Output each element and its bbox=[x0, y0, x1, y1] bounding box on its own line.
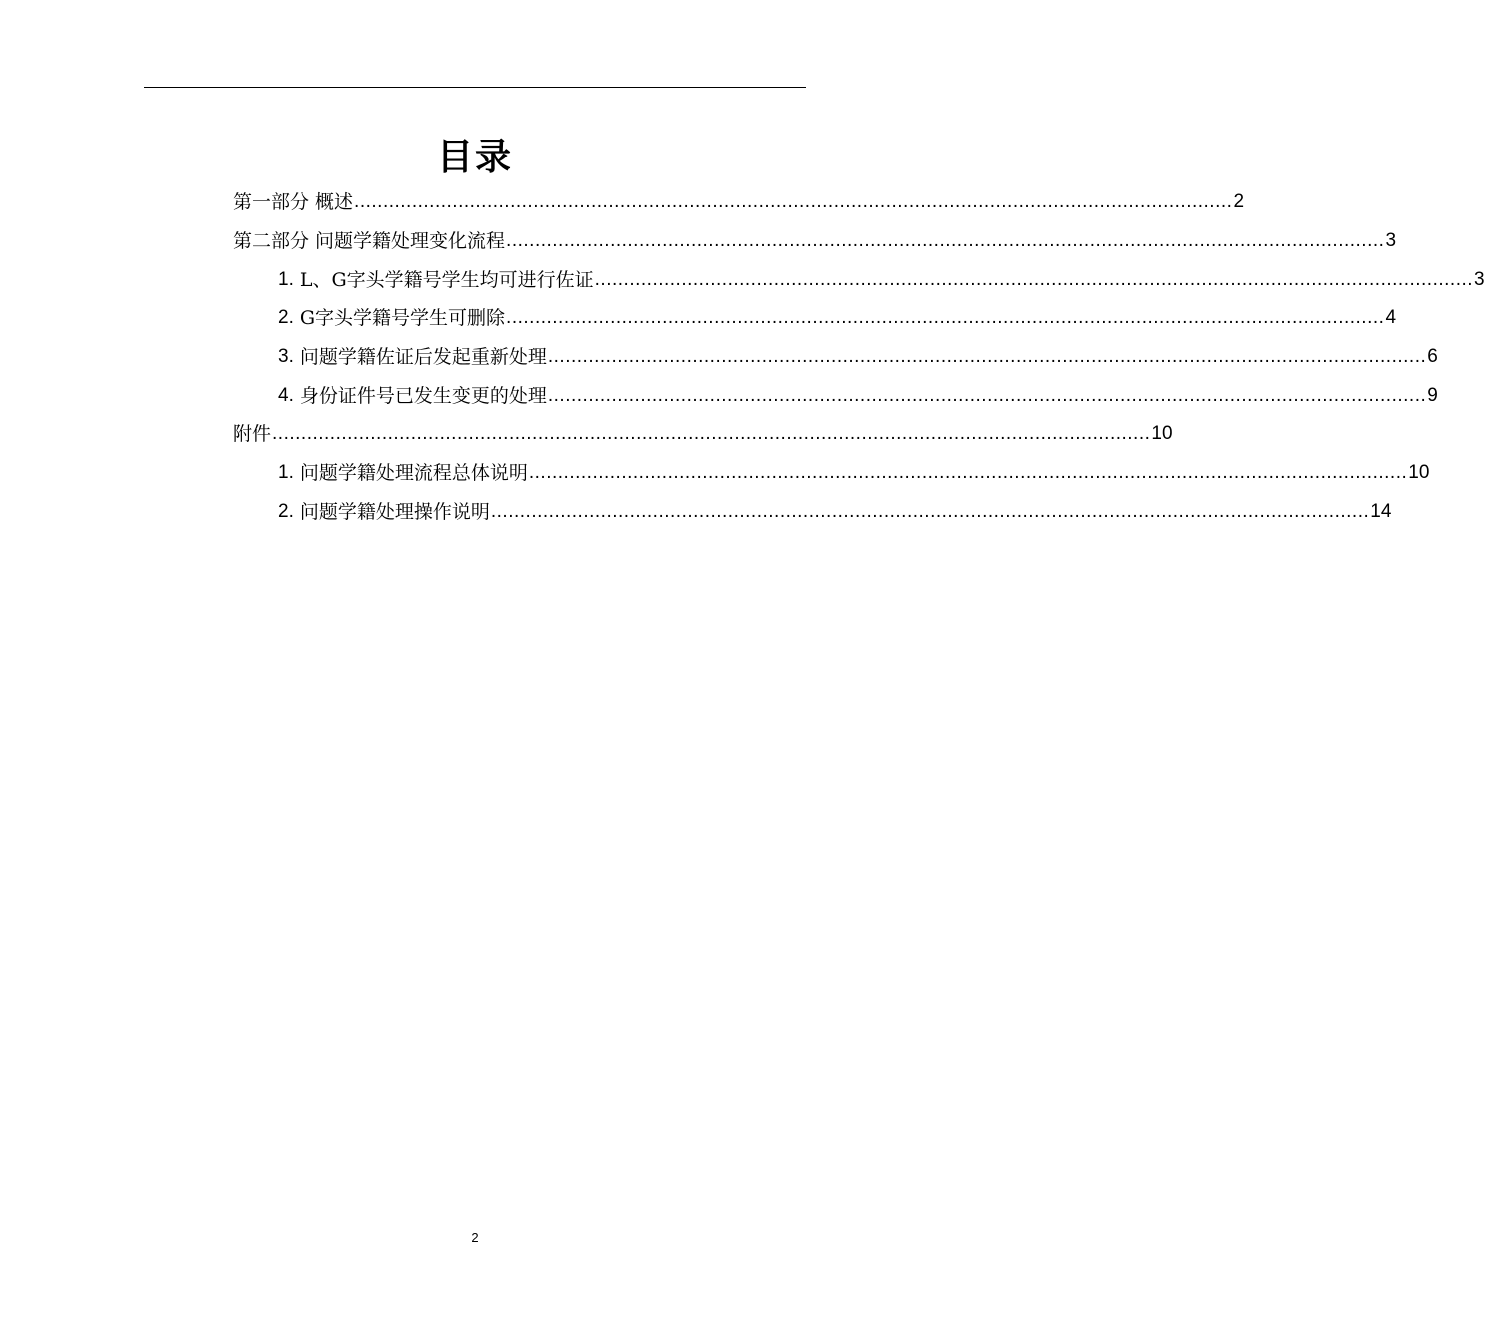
toc-dot-leader: ........................................................................................................................................................ bbox=[354, 191, 1233, 213]
toc-entry-text: 问题学籍处理操作说明 bbox=[299, 500, 490, 523]
toc-entry-text: 第一部分 概述 bbox=[233, 191, 354, 214]
toc-entry[interactable] bbox=[233, 260, 1485, 299]
toc-entry-page: 10 bbox=[1408, 462, 1430, 484]
toc-entry-number: 2. bbox=[278, 500, 294, 522]
toc-entry[interactable] bbox=[233, 299, 1397, 338]
toc-dot-leader: ........................................................................................................................................................ bbox=[547, 346, 1427, 368]
toc-entry-page: 4 bbox=[1385, 307, 1397, 329]
toc-entry[interactable] bbox=[233, 338, 1438, 377]
toc-entry-page: 2 bbox=[1233, 191, 1245, 213]
toc-entry-number: 1. bbox=[278, 268, 294, 290]
toc-entry-number: 4. bbox=[278, 384, 294, 406]
toc-entry-page: 14 bbox=[1370, 500, 1392, 522]
toc-dot-leader: ........................................................................................................................................................ bbox=[506, 307, 1385, 329]
toc-entry-text: G字头学籍号学生可删除 bbox=[299, 307, 506, 330]
toc-entry-text: 身份证件号已发生变更的处理 bbox=[299, 384, 547, 407]
toc-entry[interactable] bbox=[233, 183, 1245, 222]
toc-dot-leader: ........................................................................................................................................................ bbox=[272, 423, 1151, 445]
toc-entry-text: 问题学籍佐证后发起重新处理 bbox=[299, 346, 547, 369]
toc-entry-page: 6 bbox=[1427, 346, 1438, 368]
toc-entry-number: 3. bbox=[278, 346, 294, 368]
toc-dot-leader: ........................................................................................................................................................ bbox=[528, 462, 1408, 484]
page-number: 2 bbox=[471, 1230, 479, 1245]
toc-title: 目录 bbox=[436, 137, 513, 178]
toc-entry-number: 2. bbox=[278, 307, 294, 329]
toc-dot-leader: ........................................................................................................................................................ bbox=[490, 500, 1370, 522]
toc-entry-page: 3 bbox=[1474, 268, 1485, 290]
toc-entry[interactable] bbox=[233, 376, 1438, 415]
toc-entry-text: 第二部分 问题学籍处理变化流程 bbox=[233, 230, 506, 253]
toc-entry-text: 附件 bbox=[233, 423, 272, 446]
toc-entry-page: 10 bbox=[1151, 423, 1173, 445]
toc-entry[interactable] bbox=[233, 493, 1392, 532]
toc-entry[interactable] bbox=[233, 222, 1397, 261]
toc-entry-page: 9 bbox=[1427, 384, 1438, 406]
toc-entry-text: L、G字头学籍号学生均可进行佐证 bbox=[299, 268, 594, 291]
header-rule bbox=[144, 87, 806, 88]
toc-dot-leader: ........................................................................................................................................................ bbox=[547, 384, 1427, 406]
toc-dot-leader: ........................................................................................................................................................ bbox=[594, 268, 1474, 290]
toc-dot-leader: ........................................................................................................................................................ bbox=[506, 230, 1385, 252]
toc-entry[interactable] bbox=[233, 415, 1173, 454]
toc-entry-text: 问题学籍处理流程总体说明 bbox=[299, 462, 528, 485]
toc-entry[interactable] bbox=[233, 454, 1430, 493]
table-of-contents bbox=[233, 183, 1485, 531]
toc-entry-page: 3 bbox=[1385, 230, 1397, 252]
toc-entry-number: 1. bbox=[278, 462, 294, 484]
